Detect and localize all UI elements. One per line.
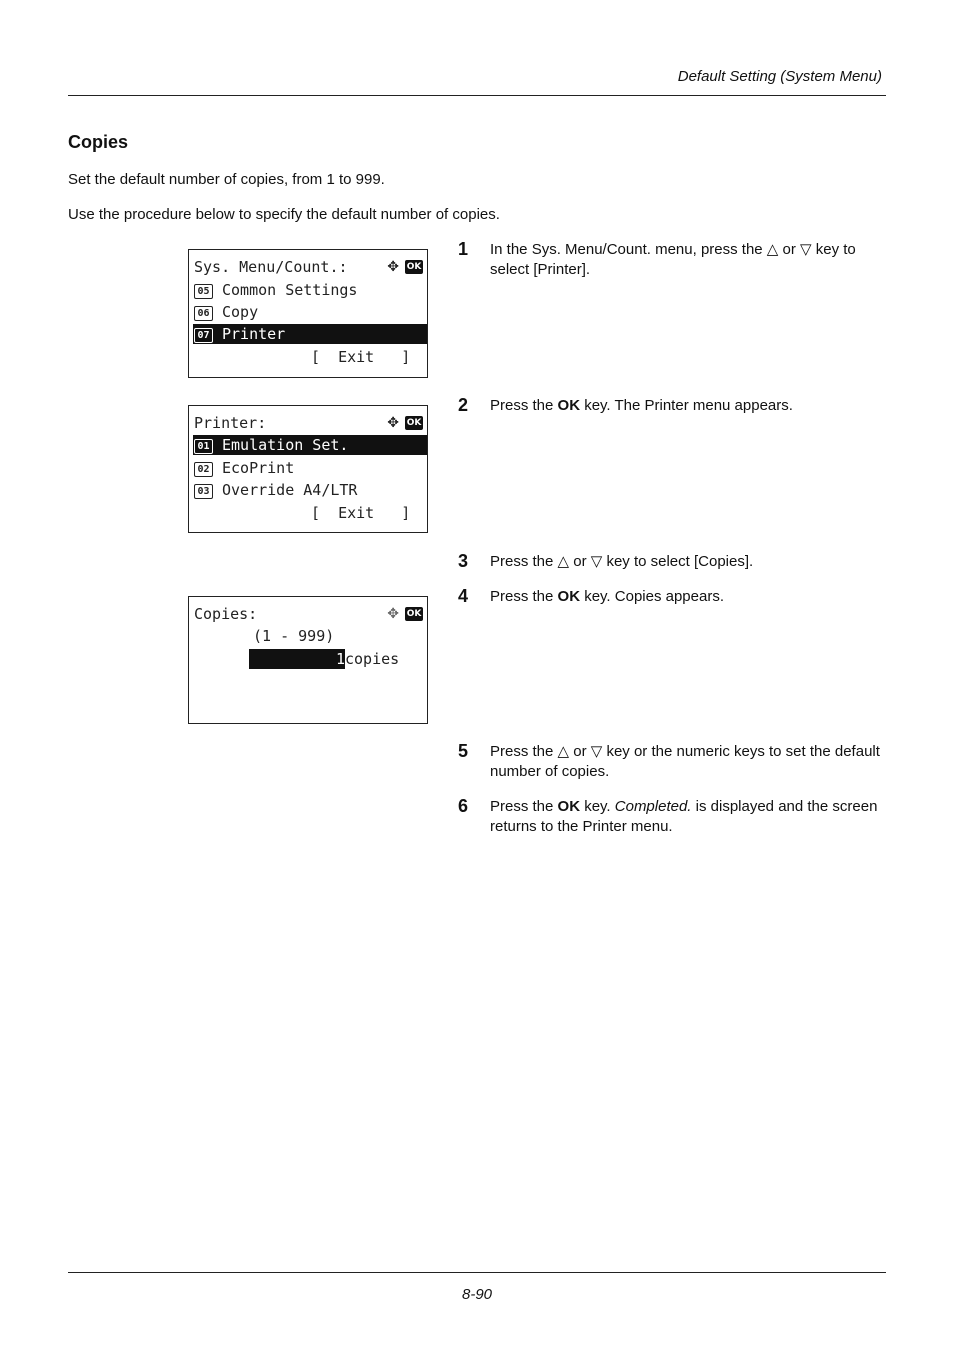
lcd-status-icons — [387, 413, 423, 433]
lcd-exit-softkey: [ Exit ] — [311, 504, 411, 522]
lcd-menu-row-selected — [193, 324, 427, 344]
step-text: Press the OK key. Copies appears. — [490, 588, 724, 605]
row-number-badge: 02 — [194, 462, 213, 477]
lcd-row-label: Printer — [222, 325, 286, 343]
four-way-arrow-icon: ✥ — [387, 415, 399, 431]
lcd-title: Printer: — [194, 414, 267, 432]
lcd-row-label: EcoPrint — [222, 459, 295, 477]
lcd-status-icons — [387, 604, 423, 624]
step-text: Press the △ or ▽ key to select [Copies]. — [490, 553, 754, 570]
step-number: 2 — [458, 395, 469, 415]
intro-paragraph-2: Use the procedure below to specify the default number of copies. — [68, 206, 500, 223]
header-rule — [68, 95, 886, 96]
page-number: 8-90 — [461, 1286, 493, 1303]
row-number-badge: 03 — [194, 484, 213, 499]
lcd-exit-softkey: [ Exit ] — [311, 348, 411, 366]
intro-paragraph-1: Set the default number of copies, from 1 to 999. — [68, 171, 385, 188]
lcd-menu-row — [194, 280, 357, 300]
step-number: 4 — [458, 586, 469, 606]
step-text: Press the △ or ▽ key or the numeric keys to set the default number of copies. — [490, 743, 880, 780]
lcd-range: (1 - 999) — [253, 627, 335, 645]
lcd-menu-row-selected — [193, 435, 427, 455]
copies-value: 1 — [249, 649, 345, 669]
lcd-row-label: Override A4/LTR — [222, 481, 358, 499]
lcd-menu-row — [194, 480, 357, 500]
step-text: Press the OK key. The Printer menu appears. — [490, 397, 793, 414]
lcd-copies-value-row — [249, 649, 399, 669]
step-text: Press the OK key. Completed. is displayed and the screen returns to the Printer menu. — [490, 798, 878, 835]
lcd-menu-row — [194, 302, 258, 322]
lcd-screen-printer-menu — [188, 405, 428, 533]
ok-icon: OK — [406, 418, 422, 428]
row-number-badge: 07 — [194, 328, 213, 343]
step-number: 1 — [458, 239, 469, 259]
row-number-badge: 05 — [194, 284, 213, 299]
lcd-row-label: Copy — [222, 303, 259, 321]
running-header: Default Setting (System Menu) — [677, 68, 882, 85]
lcd-row-label: Emulation Set. — [222, 436, 349, 454]
step-text: In the Sys. Menu/Count. menu, press the △ or ▽ key to select [Printer]. — [490, 241, 856, 278]
footer-rule — [68, 1272, 886, 1273]
lcd-screen-copies — [188, 596, 428, 724]
ok-icon: OK — [406, 609, 422, 619]
lcd-status-icons — [387, 257, 423, 277]
lcd-title: Sys. Menu/Count.: — [194, 258, 348, 276]
lcd-row-label: Common Settings — [222, 281, 358, 299]
row-number-badge: 01 — [194, 439, 213, 454]
copies-unit: copies — [345, 650, 400, 668]
section-title: Copies — [68, 132, 129, 152]
step-number: 6 — [458, 796, 469, 816]
row-number-badge: 06 — [194, 306, 213, 321]
lcd-menu-row — [194, 458, 294, 478]
four-way-arrow-icon: ✥ — [387, 606, 399, 622]
four-way-arrow-icon: ✥ — [387, 259, 399, 275]
lcd-screen-sys-menu — [188, 249, 428, 378]
lcd-title: Copies: — [194, 605, 258, 623]
step-number: 3 — [458, 551, 469, 571]
ok-icon: OK — [406, 262, 422, 272]
step-number: 5 — [458, 741, 469, 761]
